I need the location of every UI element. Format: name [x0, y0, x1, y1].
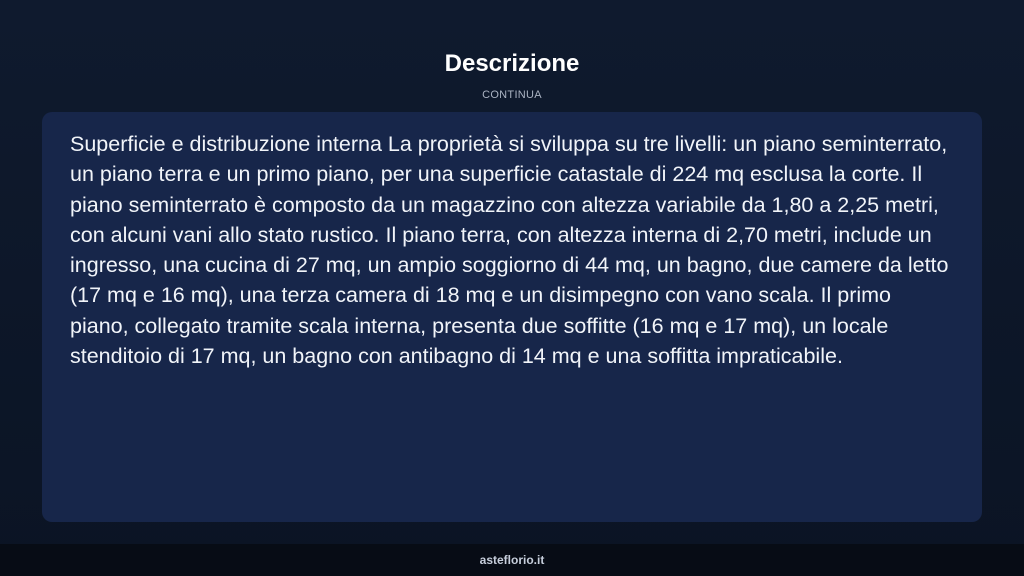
page-subtitle: CONTINUA: [482, 89, 542, 101]
footer: [0, 544, 1024, 576]
header: [0, 50, 1024, 102]
page-title: Descrizione: [444, 50, 580, 77]
description-text: Superficie e distribuzione interna La proprietà si sviluppa su tre livelli: un piano seminterrato, un piano terra e un primo piano, per una superficie catastale di 224 mq esclusa la corte. Il piano seminterrato è composto da un magazzino con altezza variabile da 1,80 a 2,25 metri, con alcuni vani allo stato rustico. Il piano terra, con altezza interna di 2,70 metri, include un ingresso, una cucina di 27 mq, un ampio soggiorno di 44 mq, un bagno, due camere da letto (17 mq e 16 mq), una terza camera di 18 mq e un disimpegno con vano scala. Il primo piano, collegato tramite scala interna, presenta due soffitte (16 mq e 17 mq), un locale stenditoio di 17 mq, un bagno con antibagno di 14 mq e una soffitta impraticabile.: [70, 132, 949, 369]
footer-brand: asteflorio.it: [479, 553, 545, 567]
description-card: [42, 112, 982, 522]
